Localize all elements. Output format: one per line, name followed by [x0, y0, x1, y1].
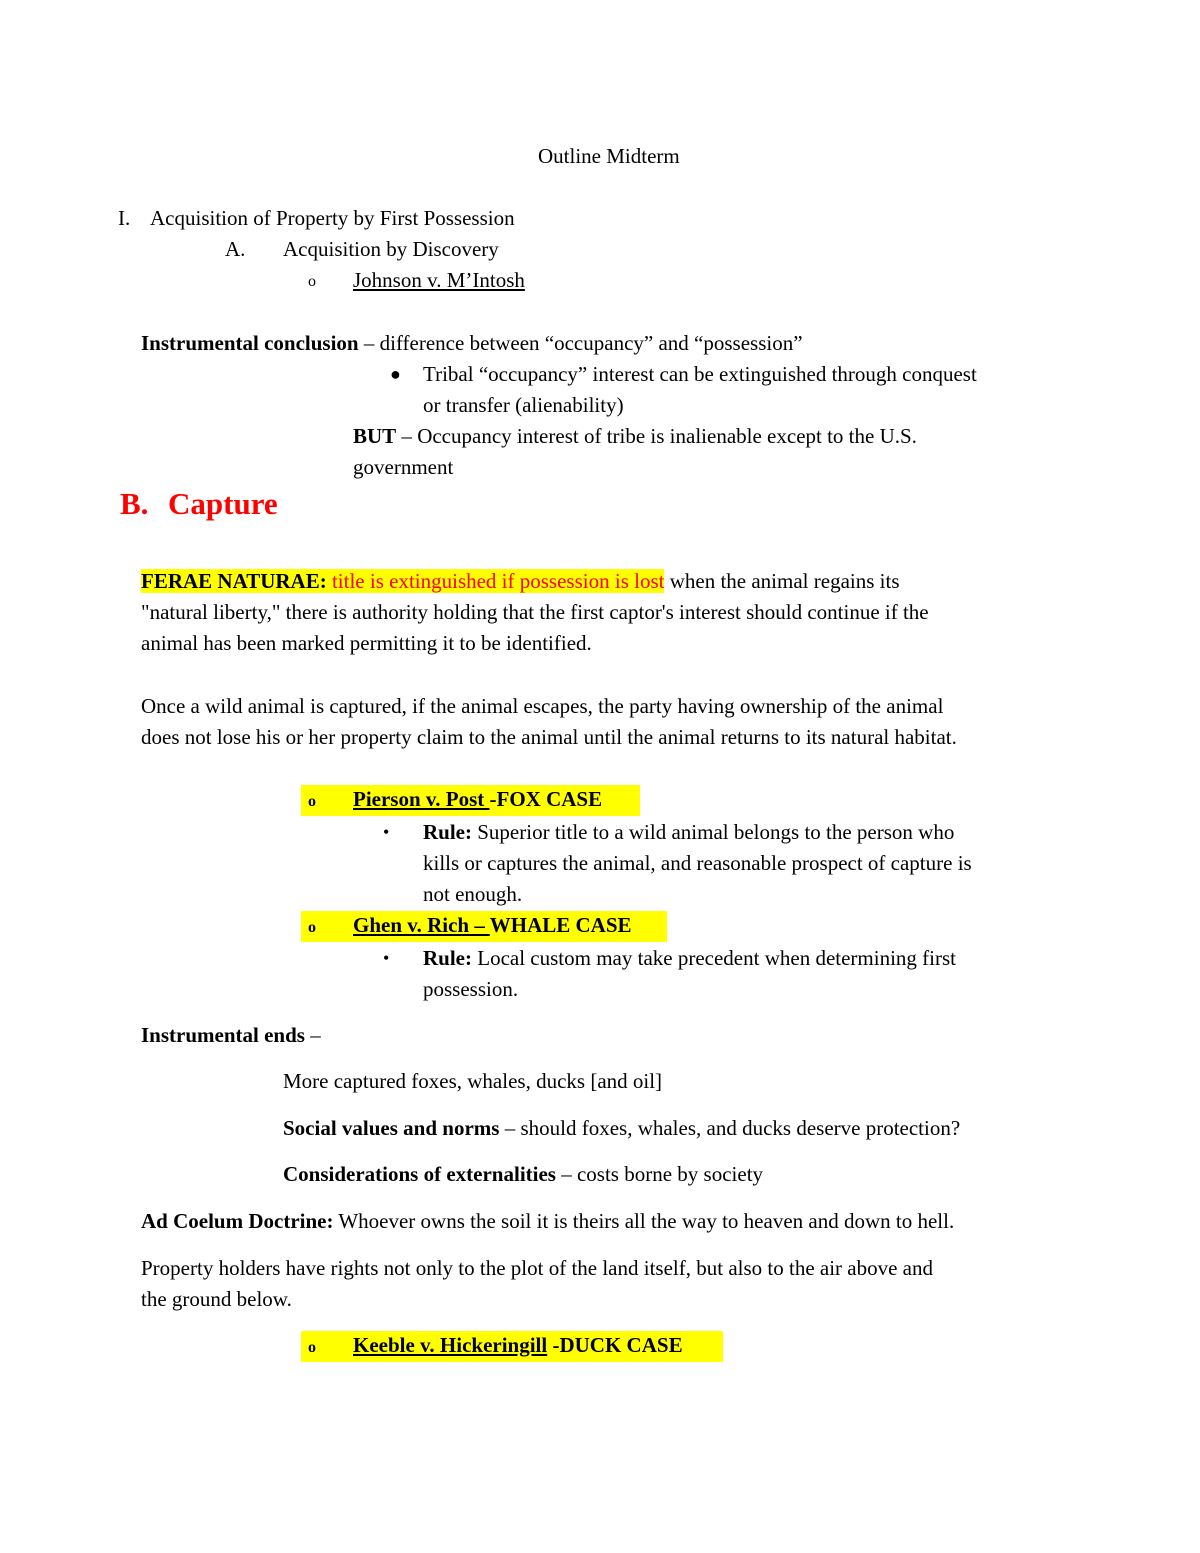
- circle-bullet-icon: o: [308, 919, 316, 936]
- ad-coelum-line: [141, 1207, 954, 1235]
- ferae-naturae-line1: [141, 567, 900, 595]
- but-line2: government: [353, 455, 454, 479]
- circle-bullet-icon: o: [308, 793, 316, 810]
- but-label: BUT: [353, 424, 397, 448]
- section-a-heading: Acquisition by Discovery: [283, 237, 499, 261]
- ferae-naturae-label: FERAE NATURAE:: [141, 569, 327, 593]
- keeble-case-line: [301, 1331, 723, 1362]
- section-i-numeral: I.: [118, 206, 131, 230]
- ferae-naturae-line3: animal has been marked permitting it to be identified.: [141, 631, 592, 655]
- externalities-text: – costs borne by society: [555, 1162, 764, 1186]
- johnson-case-title: Johnson v. M’Intosh: [353, 268, 525, 292]
- pierson-rule-line2: kills or captures the animal, and reasonable prospect of capture is: [423, 851, 972, 875]
- ghen-case-title: Ghen v. Rich –: [353, 913, 490, 937]
- instrumental-ends-label: Instrumental ends: [141, 1023, 305, 1047]
- social-values-label: Social values and norms: [283, 1116, 500, 1140]
- social-values-text: – should foxes, whales, and ducks deserve protection?: [499, 1116, 961, 1140]
- instrumental-conclusion-text: – difference between “occupancy” and “possession”: [358, 331, 803, 355]
- externalities-label: Considerations of externalities: [283, 1162, 556, 1186]
- social-values-line: [283, 1114, 960, 1142]
- instrumental-conclusion-line: [141, 329, 803, 357]
- ghen-case-label: WHALE CASE: [489, 913, 632, 937]
- property-holders-line1: Property holders have rights not only to the plot of the land itself, but also to the air above and: [141, 1256, 934, 1280]
- section-i-heading: Acquisition of Property by First Possession: [150, 206, 515, 230]
- pierson-rule-line1: [423, 818, 954, 846]
- ghen-rule-label: Rule:: [423, 946, 472, 970]
- bullet-dot-icon: •: [383, 822, 390, 842]
- ghen-rule-line1: [423, 944, 956, 972]
- circle-bullet-icon: o: [308, 1339, 316, 1356]
- pierson-rule-text: Superior title to a wild animal belongs to the person who: [472, 820, 955, 844]
- instrumental-conclusion-label: Instrumental conclusion: [141, 331, 359, 355]
- bullet-dot-icon: ●: [390, 364, 401, 384]
- ad-coelum-label: Ad Coelum Doctrine:: [141, 1209, 334, 1233]
- tribal-occupancy-line2: or transfer (alienability): [423, 393, 624, 417]
- ferae-naturae-highlight: title is extinguished if possession is lost: [326, 569, 665, 593]
- section-a-letter: A.: [225, 237, 246, 261]
- circle-bullet-icon: o: [308, 273, 316, 290]
- ferae-naturae-line2: "natural liberty," there is authority holding that the first captor's interest should continue if the: [141, 600, 929, 624]
- section-b-letter: B.: [120, 486, 149, 521]
- instrumental-ends-line: [141, 1021, 321, 1049]
- instrumental-ends-text: More captured foxes, whales, ducks [and oil]: [283, 1069, 663, 1093]
- but-text: – Occupancy interest of tribe is inalienable except to the U.S.: [396, 424, 917, 448]
- pierson-case-title: Pierson v. Post: [353, 787, 490, 811]
- pierson-rule-label: Rule:: [423, 820, 472, 844]
- ghen-rule-line2: possession.: [423, 977, 519, 1001]
- ghen-case-line: [301, 911, 667, 942]
- ghen-rule-text: Local custom may take precedent when determining first: [472, 946, 956, 970]
- property-holders-line2: the ground below.: [141, 1287, 292, 1311]
- section-b-heading: Capture: [168, 486, 278, 521]
- once-paragraph-line2: does not lose his or her property claim to the animal until the animal returns to its natural habitat.: [141, 725, 957, 749]
- but-line1: [353, 422, 917, 450]
- keeble-case-title: Keeble v. Hickeringill: [353, 1333, 548, 1357]
- pierson-case-line: [301, 785, 640, 816]
- once-paragraph-line1: Once a wild animal is captured, if the animal escapes, the party having ownership of the animal: [141, 694, 944, 718]
- pierson-rule-line3: not enough.: [423, 882, 523, 906]
- page-title: Outline Midterm: [538, 144, 680, 168]
- externalities-line: [283, 1160, 763, 1188]
- tribal-occupancy-line1: Tribal “occupancy” interest can be extinguished through conquest: [423, 362, 977, 386]
- bullet-dot-icon: •: [383, 948, 390, 968]
- ferae-naturae-rest: when the animal regains its: [664, 569, 900, 593]
- keeble-case-label: -DUCK CASE: [547, 1333, 683, 1357]
- pierson-case-label: -FOX CASE: [489, 787, 603, 811]
- instrumental-ends-dash: –: [304, 1023, 321, 1047]
- ad-coelum-text: Whoever owns the soil it is theirs all the way to heaven and down to hell.: [333, 1209, 955, 1233]
